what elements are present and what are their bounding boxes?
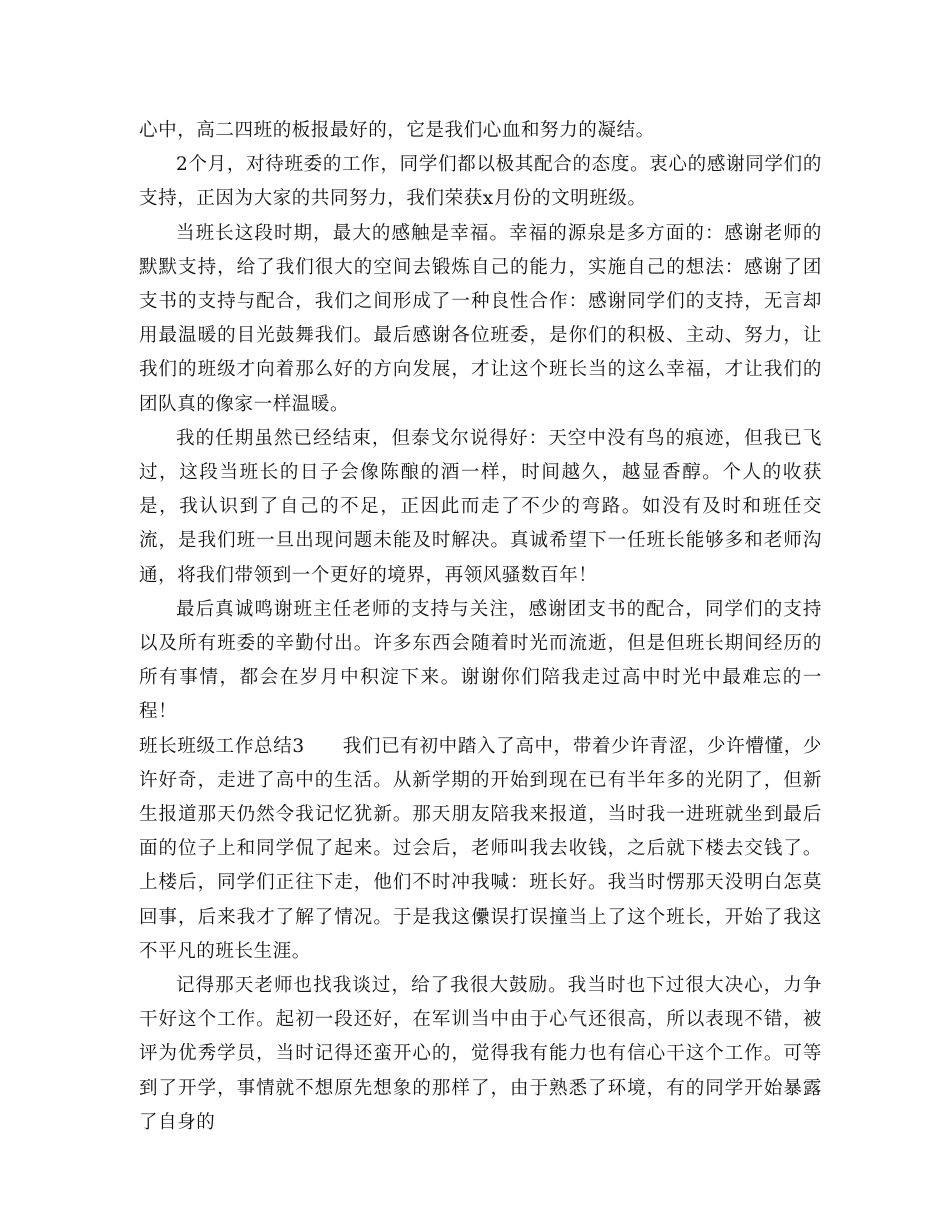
paragraph-3 (139, 217, 822, 422)
paragraph-text: 2个月，对待班委的工作，同学们都以极其配合的态度。衷心的感谢同学们的支持，正因为大家的共同努力，我们荣获x月份的文明班级。 (139, 154, 822, 210)
paragraph-7 (139, 969, 822, 1140)
paragraph-text: 记得那天老师也找我谈过，给了我很大鼓励。我当时也下过很大决心，力争干好这个工作。起初一段还好，在军训当中由于心气还很高，所以表现不错，被评为优秀学员，当时记得还蛮开心的，觉得我有能力也有信心干这个工作。可等到了开学，事情就不想原先想象的那样了，由于熟悉了环境，有的同学开始暴露了自身的 (139, 975, 822, 1133)
paragraph-text: 当班长这段时期，最大的感触是幸福。幸福的源泉是多方面的：感谢老师的默默支持，给了我们很大的空间去锻炼自己的能力，实施自己的想法：感谢了团支书的支持与配合，我们之间形成了一种良性合作：感谢同学们的支持，无言却用最温暖的目光鼓舞我们。最后感谢各位班委，是你们的积极、主动、努力，让我们的班级才向着那么好的方向发展，才让这个班长当的这么幸福，才让我们的团队真的像家一样温暖。 (139, 222, 822, 415)
paragraph-5 (139, 593, 822, 730)
paragraph-text: 我的任期虽然已经结束，但泰戈尔说得好：天空中没有鸟的痕迹，但我已飞过，这段当班长的日子会像陈酿的酒一样，时间越久，越显香醇。个人的收获是，我认识到了自己的不足，正因此而走了不少的弯路。如没有及时和班任交流，是我们班一旦出现问题未能及时解决。真诚希望下一任班长能够多和老师沟通，将我们带领到一个更好的境界，再领风骚数百年！ (139, 427, 822, 586)
paragraph-1 (139, 114, 822, 148)
paragraph-4 (139, 422, 822, 593)
paragraph-text: 心中，高二四班的板报最好的，它是我们心血和努力的凝结。 (139, 120, 655, 141)
section-heading: 班长班级工作总结3 (139, 735, 305, 757)
paragraph-6 (139, 730, 822, 969)
paragraph-2 (139, 148, 822, 216)
paragraph-text: 最后真诚鸣谢班主任老师的支持与关注，感谢团支书的配合，同学们的支持以及所有班委的辛勤付出。许多东西会随着时光而流逝，但是但班长期间经历的所有事情，都会在岁月中积淀下来。谢谢你们陪我走过高中时光中最难忘的一程！ (139, 598, 822, 723)
paragraph-text: 我们已有初中踏入了高中，带着少许青涩，少许懵懂，少许好奇，走进了高中的生活。从新学期的开始到现在已有半年多的光阴了，但新生报道那天仍然令我记忆犹新。那天朋友陪我来报道，当时我一进班就坐到最后面的位子上和同学侃了起来。过会后，老师叫我去收钱，之后就下楼去交钱了。上楼后，同学们正往下走，他们不时冲我喊：班长好。我当时愣那天没明白怎莫回事，后来我才了解了情况。于是我这儽误打误撞当上了这个班长，开始了我这不平凡的班长生涯。 (139, 735, 822, 962)
document-body (139, 114, 822, 1140)
